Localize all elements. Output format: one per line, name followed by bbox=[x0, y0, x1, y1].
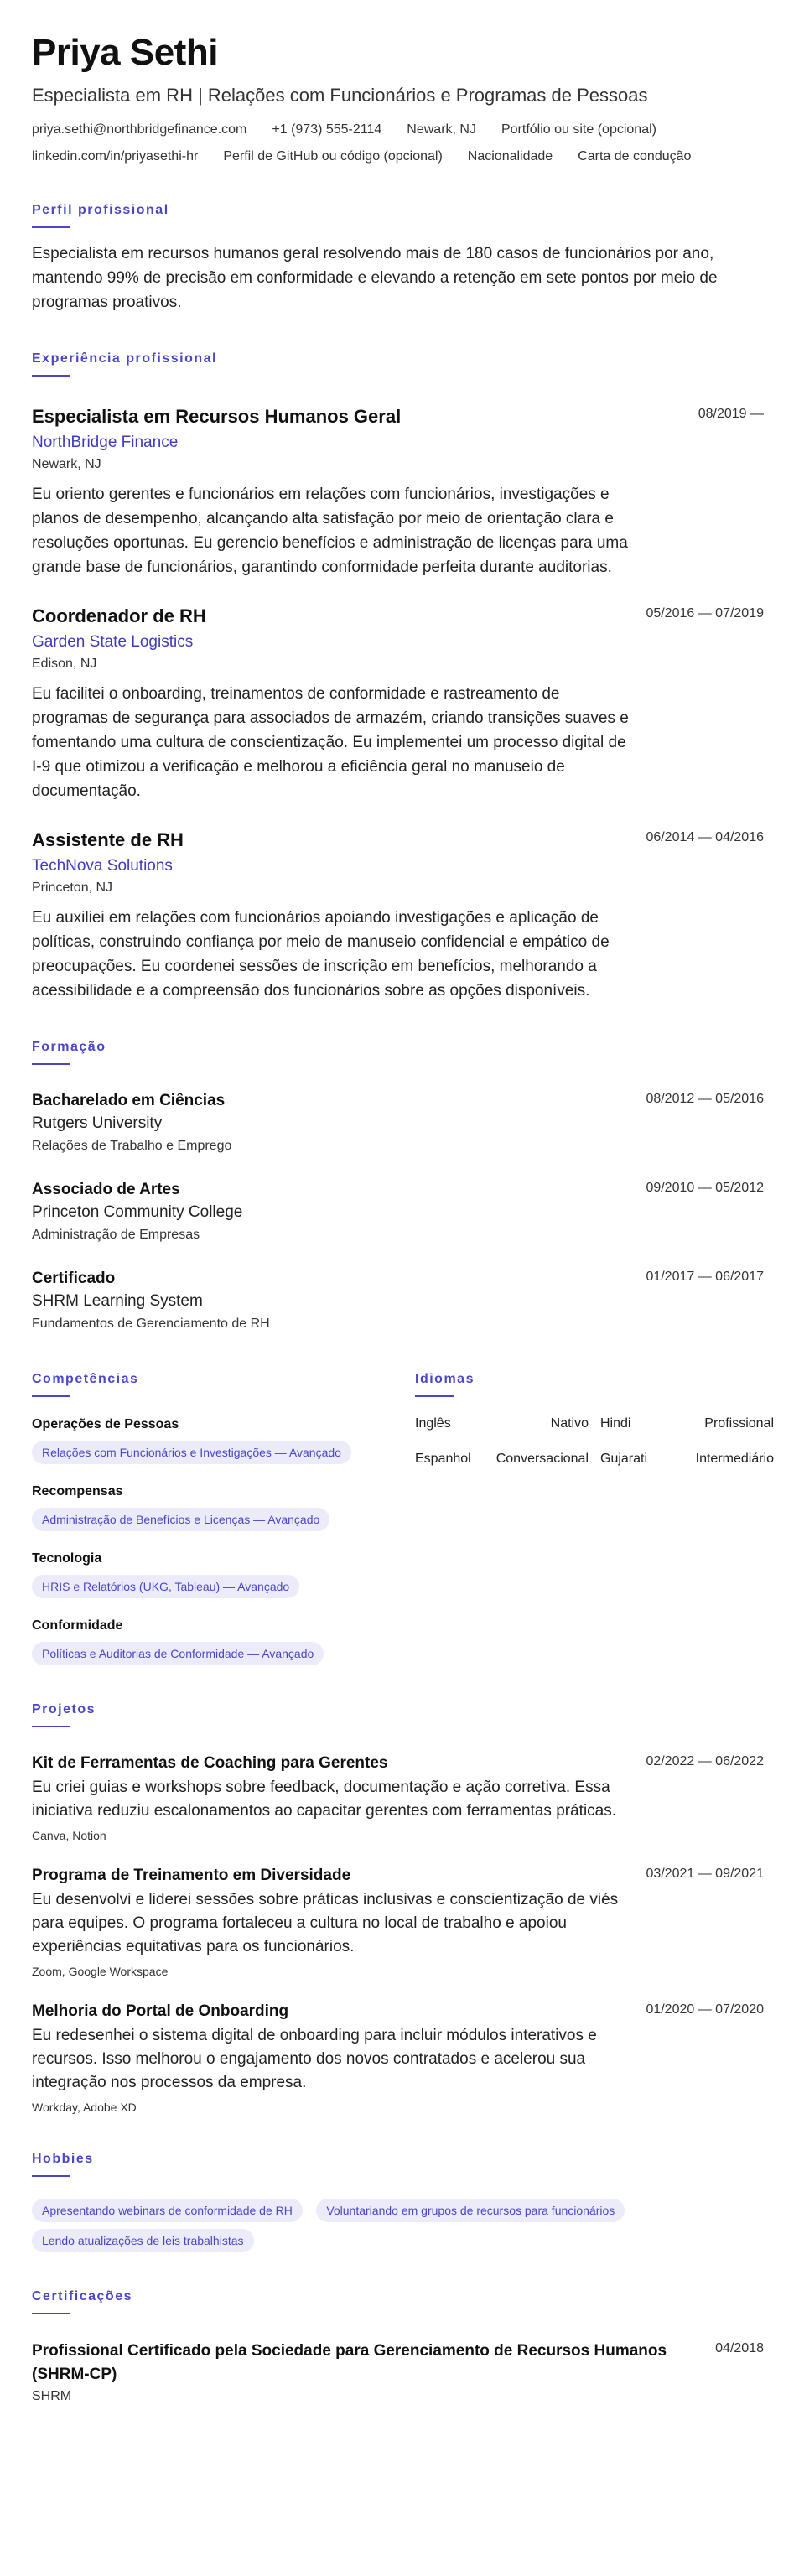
skill-chip: Relações com Funcionários e Investigações — Avançado bbox=[32, 1441, 351, 1464]
education-entry bbox=[32, 1179, 767, 1246]
project-name: Programa de Treinamento em Diversidade bbox=[32, 1867, 351, 1884]
project-entry bbox=[32, 1865, 767, 1979]
field-of-study: Relações de Trabalho e Emprego bbox=[32, 1139, 232, 1153]
skill-chip: Administração de Benefícios e Licenças — Avançado bbox=[32, 1508, 329, 1531]
project-dates: 01/2020 — 07/2020 bbox=[646, 2002, 764, 2017]
section-divider bbox=[32, 375, 70, 377]
language-name: Gujarati bbox=[600, 1452, 648, 1466]
language-level: Conversacional bbox=[495, 1452, 589, 1466]
section-title: Hobbies bbox=[32, 2152, 94, 2166]
certifications-section bbox=[32, 2289, 767, 2407]
job-location: Edison, NJ bbox=[32, 657, 97, 671]
degree: Bacharelado em Ciências bbox=[32, 1092, 226, 1109]
language-item bbox=[600, 1415, 774, 1432]
skill-chip: Políticas e Auditorias de Conformidade — Avançado bbox=[32, 1642, 324, 1665]
job-title: Coordenador de RH bbox=[32, 605, 206, 626]
contact-row bbox=[32, 148, 767, 166]
section-title: Idiomas bbox=[415, 1372, 475, 1386]
section-divider bbox=[415, 1395, 454, 1397]
language-name: Inglês bbox=[415, 1416, 451, 1431]
project-name: Melhoria do Portal de Onboarding bbox=[32, 2002, 289, 2020]
experience-entry bbox=[32, 605, 767, 803]
school-name: SHRM Learning System bbox=[32, 1292, 203, 1310]
project-description: Eu desenvolvi e liderei sessões sobre práticas inclusivas e conscientização de viés para equipes. O programa fortaleceu a cultura no local de trabalho e apoiou experiências equitativas para os funcionários. bbox=[32, 1891, 619, 1955]
project-tools: Workday, Adobe XD bbox=[32, 2101, 137, 2114]
education-dates: 01/2017 — 06/2017 bbox=[646, 1270, 764, 1284]
project-dates: 03/2021 — 09/2021 bbox=[646, 1867, 764, 1881]
skills-languages-row bbox=[32, 1372, 774, 1665]
section-divider bbox=[32, 2175, 70, 2177]
profile-summary: Especialista em recursos humanos geral resolvendo mais de 180 casos de funcionários por ano, mantendo 99% de precisão em conformidade e elevando a retenção em sete pontos por meio de programas proativos. bbox=[32, 245, 718, 311]
hobbies-list bbox=[32, 2192, 753, 2252]
job-description: Eu oriento gerentes e funcionários em relações com funcionários, investigações e planos de desempenho, alcançando alta satisfação por meio de orientação clara e resoluções oportunas. Eu gerencio benefícios e administração de licenças para uma grande base de funcionários, garantindo conformidade perfeita durante auditorias. bbox=[32, 486, 628, 576]
school-name: Princeton Community College bbox=[32, 1203, 243, 1221]
field-of-study: Fundamentos de Gerenciamento de RH bbox=[32, 1317, 270, 1331]
section-title: Competências bbox=[32, 1372, 139, 1386]
contact-info bbox=[32, 121, 767, 166]
projects-section bbox=[32, 1702, 767, 2115]
job-description: Eu facilitei o onboarding, treinamentos de conformidade e rastreamento de programas de segurança para associados de armazém, criando transições suaves e fomentando uma cultura de conscientização. Eu implementei um processo digital de I-9 que otimizou a verificação e melhorou a eficiência geral no manuseio de documentação. bbox=[32, 685, 629, 800]
project-entry bbox=[32, 1753, 767, 1843]
field-of-study: Administração de Empresas bbox=[32, 1228, 200, 1242]
section-divider bbox=[32, 226, 70, 228]
headline: Especialista em RH | Relações com Funcionários e Programas de Pessoas bbox=[32, 85, 648, 106]
location-text: Newark, NJ bbox=[407, 122, 476, 137]
project-entry bbox=[32, 2001, 767, 2115]
company-name: NorthBridge Finance bbox=[32, 434, 179, 451]
section-title: Formação bbox=[32, 1040, 106, 1054]
job-title: Especialista em Recursos Humanos Geral bbox=[32, 406, 402, 427]
section-title: Projetos bbox=[32, 1702, 96, 1716]
languages-list bbox=[415, 1415, 774, 1467]
school-name: Rutgers University bbox=[32, 1114, 163, 1132]
job-location: Princeton, NJ bbox=[32, 880, 113, 895]
github-text: Perfil de GitHub ou código (opcional) bbox=[223, 149, 443, 164]
company-name: TechNova Solutions bbox=[32, 857, 173, 875]
phone-text: +1 (973) 555-2114 bbox=[272, 122, 382, 137]
job-title: Assistente de RH bbox=[32, 829, 184, 850]
job-dates: 06/2014 — 04/2016 bbox=[646, 830, 764, 844]
section-divider bbox=[32, 2313, 70, 2314]
certification-entry bbox=[32, 2340, 767, 2407]
language-item bbox=[415, 1415, 589, 1432]
language-item bbox=[415, 1451, 589, 1467]
languages-section bbox=[415, 1372, 774, 1665]
job-description: Eu auxiliei em relações com funcionários apoiando investigações e aplicação de políticas, construindo confiança por meio de manuseio confidencial e empático de preocupações. Eu coordenei sessões de inscrição em benefícios, melhorando a acessibilidade e a compreensão dos funcionários sobre as opções disponíveis. bbox=[32, 909, 610, 1000]
job-location: Newark, NJ bbox=[32, 457, 101, 471]
education-dates: 09/2010 — 05/2012 bbox=[646, 1181, 764, 1195]
degree: Associado de Artes bbox=[32, 1181, 180, 1198]
experience-section bbox=[32, 351, 767, 1003]
language-name: Espanhol bbox=[415, 1452, 471, 1466]
hobbies-section bbox=[32, 2152, 767, 2252]
nationality-text: Nacionalidade bbox=[467, 149, 553, 164]
job-dates: 05/2016 — 07/2019 bbox=[646, 606, 764, 621]
section-title: Perfil profissional bbox=[32, 203, 169, 217]
skill-category: Conformidade bbox=[32, 1618, 123, 1633]
section-divider bbox=[32, 1726, 70, 1727]
section-divider bbox=[32, 1395, 70, 1397]
company-name: Garden State Logistics bbox=[32, 633, 194, 651]
language-level: Intermediário bbox=[695, 1452, 774, 1466]
portfolio-text: Portfólio ou site (opcional) bbox=[501, 122, 656, 137]
project-description: Eu redesenhei o sistema digital de onboarding para incluir módulos interativos e recursos. Isso melhorou o engajamento dos novos contratados e acelerou sua integração nos processos da empresa. bbox=[32, 2027, 597, 2091]
project-dates: 02/2022 — 06/2022 bbox=[646, 1754, 764, 1768]
candidate-name: Priya Sethi bbox=[32, 32, 218, 73]
project-tools: Canva, Notion bbox=[32, 1829, 106, 1842]
experience-entry bbox=[32, 405, 767, 579]
profile-section bbox=[32, 203, 767, 314]
certification-issuer: SHRM bbox=[32, 2389, 72, 2403]
certification-name: Profissional Certificado pela Sociedade para Gerenciamento de Recursos Humanos (SHRM-CP) bbox=[32, 2342, 667, 2383]
language-item bbox=[600, 1451, 774, 1467]
project-description: Eu criei guias e workshops sobre feedback, documentação e ação corretiva. Essa iniciativa reduziu escalonamentos ao capacitar gerentes com ferramentas práticas. bbox=[32, 1779, 617, 1820]
skills-section bbox=[32, 1372, 415, 1665]
skill-category: Operações de Pessoas bbox=[32, 1417, 179, 1431]
hobby-chip: Lendo atualizações de leis trabalhistas bbox=[32, 2229, 254, 2252]
section-title: Certificações bbox=[32, 2289, 132, 2303]
language-level: Profissional bbox=[704, 1416, 774, 1431]
linkedin-link[interactable]: linkedin.com/in/priyasethi-hr bbox=[32, 149, 199, 164]
experience-entry bbox=[32, 828, 767, 1003]
language-level: Nativo bbox=[550, 1416, 589, 1431]
education-entry bbox=[32, 1268, 767, 1335]
email-link[interactable]: priya.sethi@northbridgefinance.com bbox=[32, 122, 247, 137]
hobby-chip: Voluntariando em grupos de recursos para funcionários bbox=[316, 2199, 625, 2222]
skill-chip: HRIS e Relatórios (UKG, Tableau) — Avançado bbox=[32, 1575, 299, 1598]
section-title: Experiência profissional bbox=[32, 351, 217, 366]
language-name: Hindi bbox=[600, 1416, 631, 1431]
drivers-license-text: Carta de condução bbox=[578, 149, 692, 164]
project-tools: Zoom, Google Workspace bbox=[32, 1965, 169, 1978]
contact-row bbox=[32, 121, 767, 139]
degree: Certificado bbox=[32, 1270, 116, 1287]
skill-category: Recompensas bbox=[32, 1484, 123, 1498]
project-name: Kit de Ferramentas de Coaching para Gerentes bbox=[32, 1754, 388, 1772]
job-dates: 08/2019 — bbox=[698, 407, 764, 421]
education-section bbox=[32, 1040, 767, 1335]
section-divider bbox=[32, 1063, 70, 1065]
hobby-chip: Apresentando webinars de conformidade de RH bbox=[32, 2199, 303, 2222]
certification-date: 04/2018 bbox=[715, 2341, 764, 2355]
skill-category: Tecnologia bbox=[32, 1551, 102, 1566]
education-entry bbox=[32, 1090, 767, 1157]
education-dates: 08/2012 — 05/2016 bbox=[646, 1092, 764, 1106]
